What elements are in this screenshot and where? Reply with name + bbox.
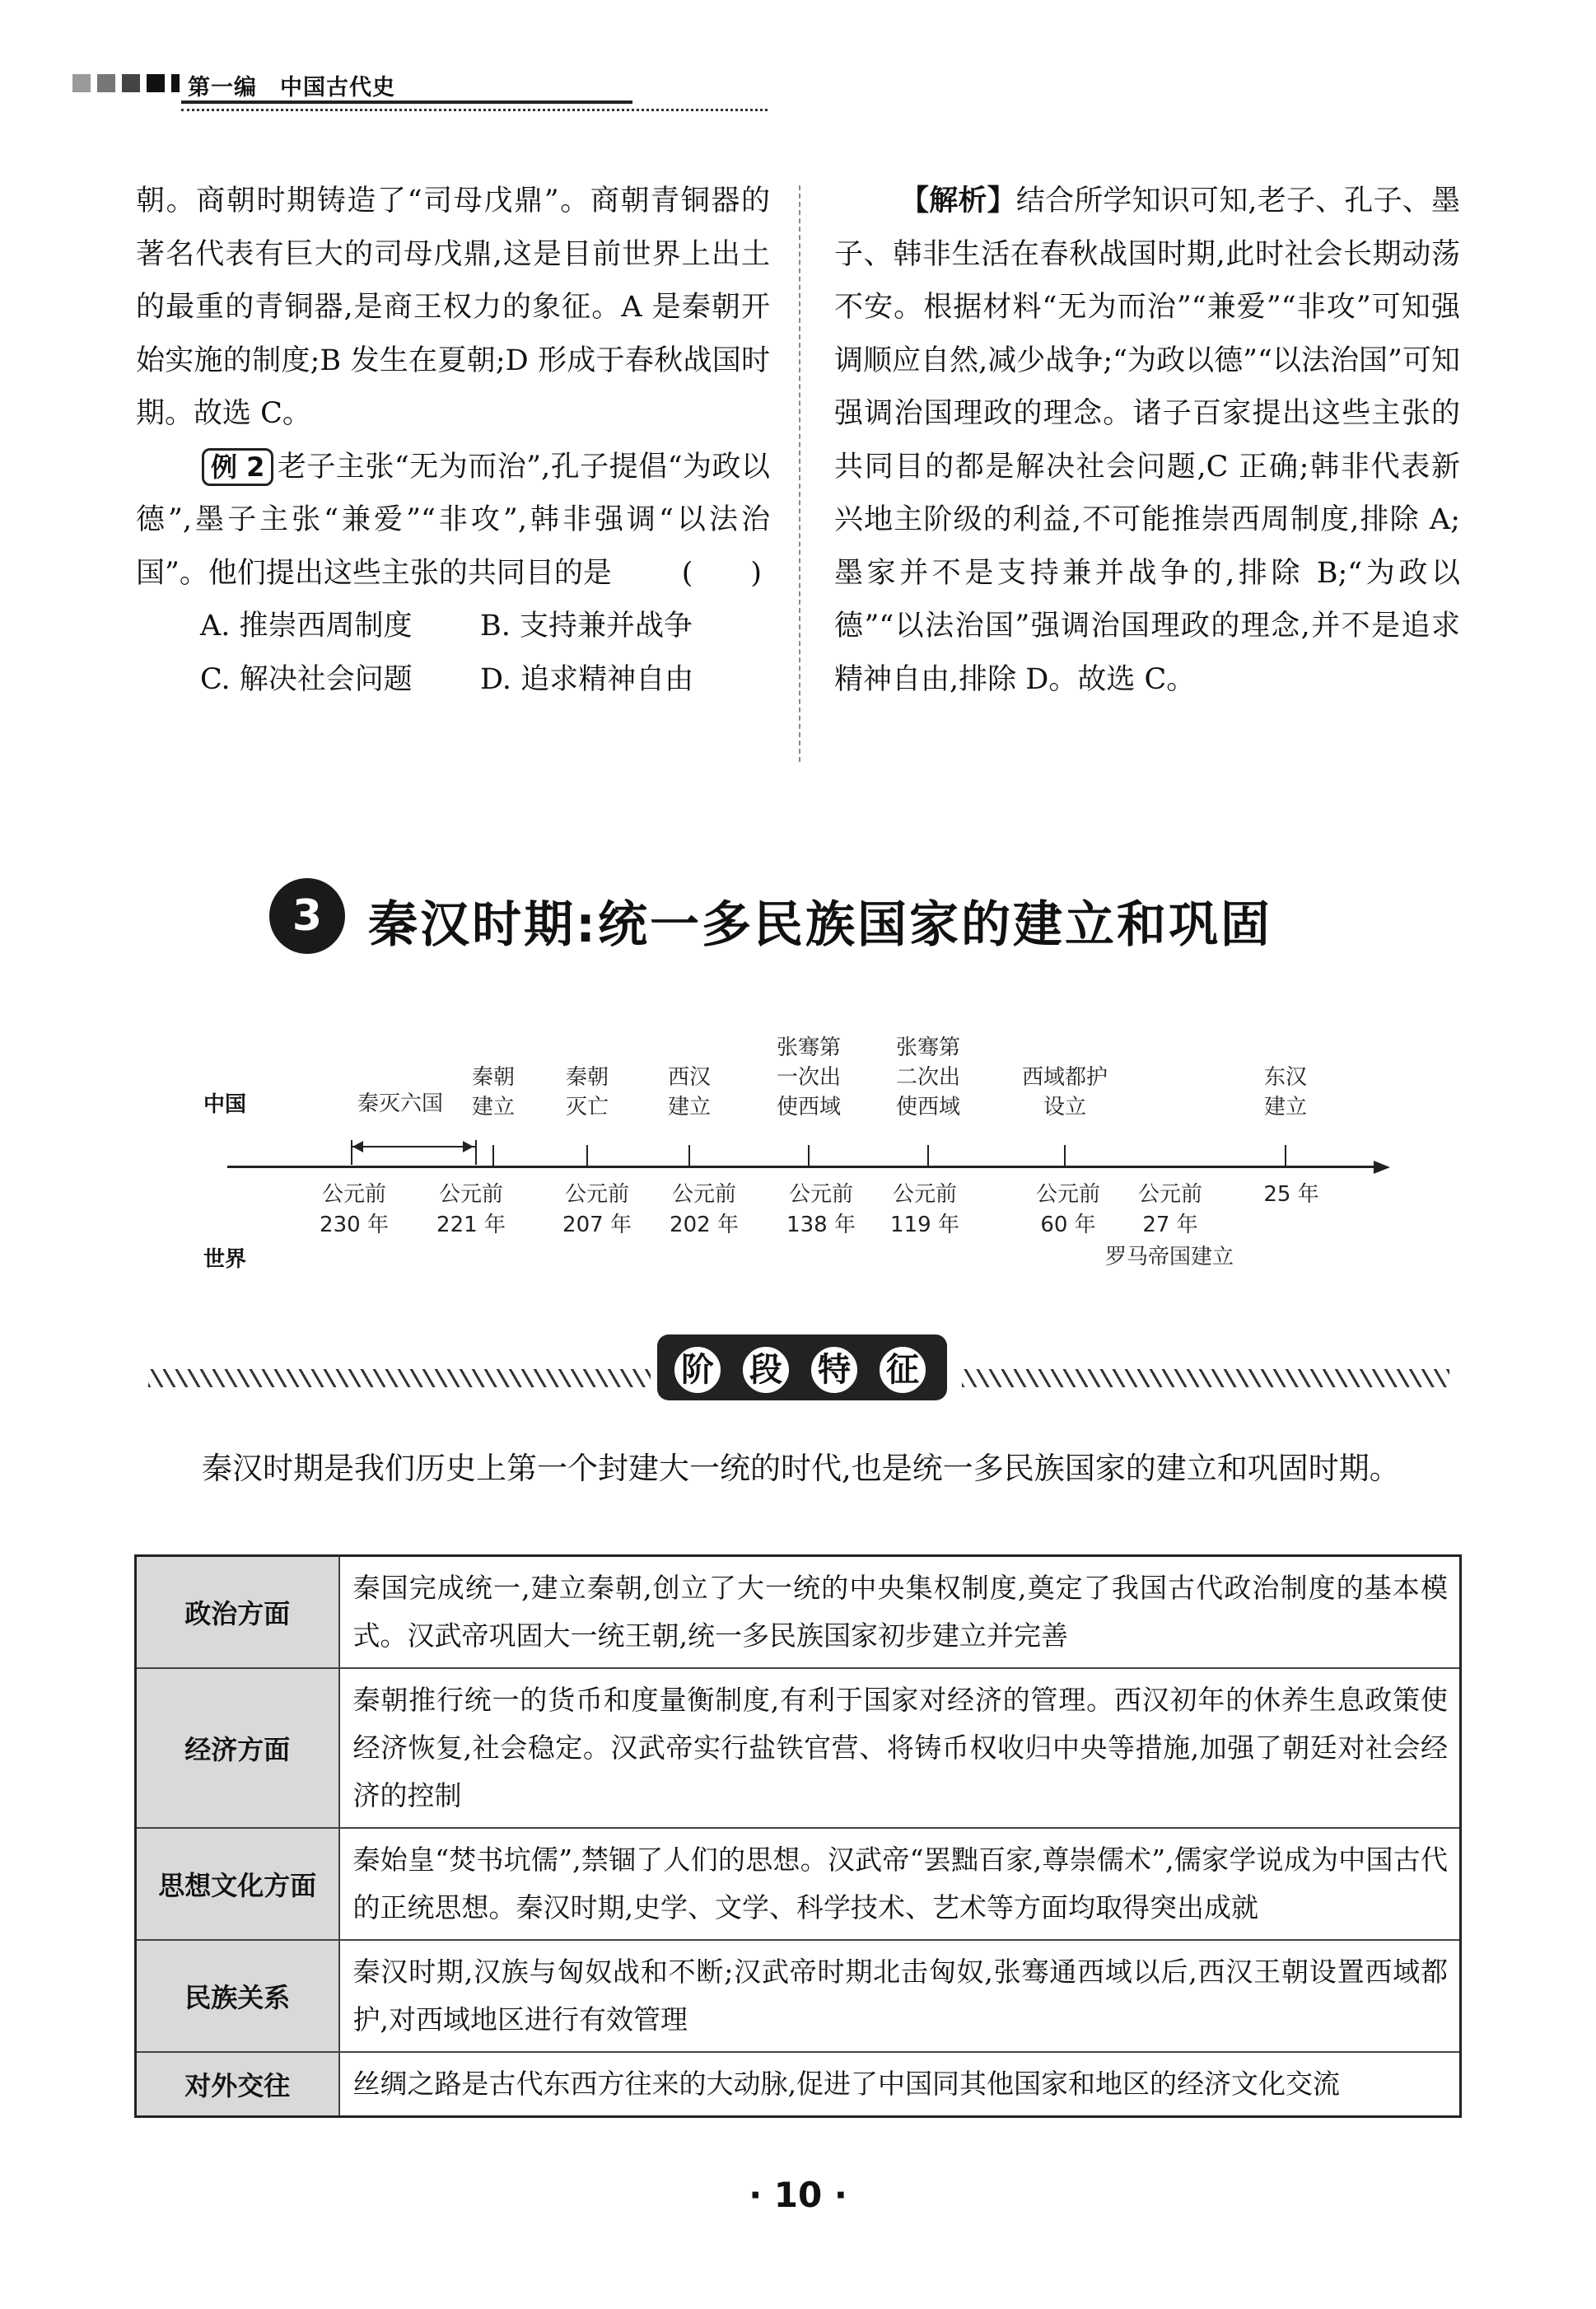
timeline-event-western-han-founded: 西汉 建立 (667, 1065, 712, 1119)
header-rule (181, 100, 632, 104)
timeline-year: 公元前 27 年 (1137, 1182, 1203, 1237)
timeline-year: 公元前 202 年 (670, 1182, 739, 1237)
table-row (136, 1668, 1461, 1828)
right-column (834, 175, 1460, 706)
analysis-text: 结合所学知识可知,老子、孔子、墨子、韩非生活在春秋战国时期,此时社会长期动荡不安。根据材料“无为而治”“兼爱”“非攻”可知强调顺应自然,减少战争;“为政以德”“以法治国”可知强调治国理政的理念。诸子百家提出这些主张的共同目的都是解决社会问题,C 正确;韩非代表新兴地主阶级的利益,不可能推崇西周制度,排除 A;墨家并不是支持兼并战争的,排除 B;“为政以德”“以法治国”强调治国理政的理念,并不是追求精神自由,排除 D。故选 C。 (834, 185, 1460, 696)
header-square-decoration (97, 74, 115, 92)
header-dotted-rule (181, 109, 768, 111)
timeline-tick (586, 1145, 588, 1166)
timeline-axis (227, 1166, 1377, 1168)
column-divider (799, 185, 800, 762)
timeline-event-eastern-han-founded: 东汉 建立 (1263, 1065, 1308, 1119)
header-square-decoration (147, 74, 165, 92)
table-content: 秦朝推行统一的货币和度量衡制度,有利于国家对经济的管理。西汉初年的休养生息政策使经济恢复,社会稳定。汉武帝实行盐铁官营、将铸币权收归中央等措施,加强了朝廷对社会经济的控制 (339, 1668, 1461, 1828)
table-content: 丝绸之路是古代东西方往来的大动脉,促进了中国同其他国家和地区的经济文化交流 (339, 2052, 1461, 2117)
timeline-event-qin-fall: 秦朝 灭亡 (565, 1065, 609, 1119)
banner-box (657, 1334, 947, 1400)
table-content: 秦国完成统一,建立秦朝,创立了大一统的中央集权制度,奠定了我国古代政治制度的基本模式。汉武帝巩固大一统王朝,统一多民族国家初步建立并完善 (339, 1556, 1461, 1669)
timeline-tick (1064, 1145, 1066, 1166)
analysis-paragraph (834, 175, 1460, 706)
timeline-event-qin-founded: 秦朝 建立 (471, 1065, 516, 1119)
table-category: 对外交往 (136, 2052, 339, 2117)
left-column (136, 175, 770, 706)
previous-explanation-tail: 朝。商朝时期铸造了“司母戊鼎”。商朝青铜器的著名代表有巨大的司母戊鼎,这是目前世界上出土的最重的青铜器,是商王权力的象征。A 是秦朝开始实施的制度;B 发生在夏朝;D 形成于春秋战国时期。故选 C。 (136, 185, 770, 430)
timeline-year: 25 年 (1263, 1182, 1319, 1207)
timeline-event-western-regions-protectorate: 西域都护 设立 (1021, 1065, 1108, 1119)
table-row (136, 1828, 1461, 1940)
table-category: 经济方面 (136, 1668, 339, 1828)
table-category: 思想文化方面 (136, 1828, 339, 1940)
timeline-tick (927, 1145, 929, 1166)
table-content: 秦汉时期,汉族与匈奴战和不断;汉武帝时期北击匈奴,张骞通西域以后,西汉王朝设置西域都护,对西域地区进行有效管理 (339, 1940, 1461, 2052)
timeline-range-bar (351, 1146, 476, 1147)
timeline-range-arrow-right (463, 1141, 474, 1152)
banner-char: 段 (740, 1344, 791, 1395)
timeline-range-event: 秦灭六国 (357, 1091, 444, 1116)
stage-features-banner (148, 1334, 1449, 1400)
table-row (136, 1940, 1461, 2052)
timeline-event-zhang-qian-second: 张骞第 二次出 使西域 (895, 1035, 961, 1119)
timeline-year: 公元前 60 年 (1035, 1182, 1101, 1237)
option-c: C. 解决社会问题 (200, 662, 413, 696)
example-label: 例 2 (202, 448, 273, 486)
stage-features-table (134, 1554, 1462, 2118)
header-square-decoration (122, 74, 140, 92)
timeline-world-event: 罗马帝国建立 (1104, 1245, 1234, 1269)
banner-hatch-left (148, 1369, 651, 1387)
timeline-china-label: 中国 (203, 1092, 247, 1117)
section-number-badge: 3 (269, 878, 345, 954)
option-b: B. 支持兼并战争 (480, 610, 693, 643)
timeline-year: 公元前 207 年 (562, 1182, 632, 1237)
header-square-decoration (72, 74, 91, 92)
table-category: 民族关系 (136, 1940, 339, 2052)
timeline-year: 公元前 138 年 (786, 1182, 856, 1237)
timeline-event-zhang-qian-first: 张骞第 一次出 使西域 (776, 1035, 842, 1119)
timeline-world-label: 世界 (203, 1247, 247, 1272)
timeline-tick (688, 1145, 690, 1166)
header-title: 第一编 中国古代史 (188, 75, 395, 100)
timeline-year: 公元前 119 年 (890, 1182, 959, 1237)
option-d: D. 追求精神自由 (480, 662, 694, 696)
timeline-axis-arrow (1374, 1161, 1390, 1174)
stage-intro-paragraph: 秦汉时期是我们历史上第一个封建大一统的时代,也是统一多民族国家的建立和巩固时期。 (202, 1451, 1400, 1486)
timeline-range-arrow-left (352, 1141, 363, 1152)
timeline-year: 公元前 221 年 (436, 1182, 506, 1237)
table-row (136, 2052, 1461, 2117)
answer-options (136, 600, 770, 706)
answer-parentheses: ( ) (681, 556, 762, 590)
example-2-question (136, 441, 770, 601)
table-row (136, 1556, 1461, 1669)
page-header (72, 69, 698, 119)
timeline-tick (492, 1145, 494, 1166)
section-title: 秦汉时期:统一多民族国家的建立和巩固 (368, 896, 1272, 954)
timeline-year: 公元前 230 年 (320, 1182, 389, 1237)
table-category: 政治方面 (136, 1556, 339, 1669)
banner-char: 特 (809, 1344, 860, 1395)
timeline-tick (1285, 1145, 1286, 1166)
timeline (0, 1035, 1596, 1285)
timeline-tick (808, 1145, 810, 1166)
timeline-range-end (475, 1140, 477, 1165)
page-number: · 10 · (749, 2175, 847, 2215)
option-a: A. 推崇西周制度 (200, 610, 413, 643)
analysis-label: 【解析】 (900, 185, 1016, 217)
banner-char: 阶 (672, 1344, 723, 1395)
question-text: 老子主张“无为而治”,孔子提倡“为政以德”,墨子主张“兼爱”“非攻”,韩非强调“以法治国”。他们提出这些主张的共同目的是 (136, 450, 770, 590)
header-square-decoration (171, 74, 180, 92)
banner-hatch-right (962, 1369, 1449, 1387)
banner-char: 征 (877, 1344, 928, 1395)
table-content: 秦始皇“焚书坑儒”,禁锢了人们的思想。汉武帝“罢黜百家,尊崇儒术”,儒家学说成为中国古代的正统思想。秦汉时期,史学、文学、科学技术、艺术等方面均取得突出成就 (339, 1828, 1461, 1940)
